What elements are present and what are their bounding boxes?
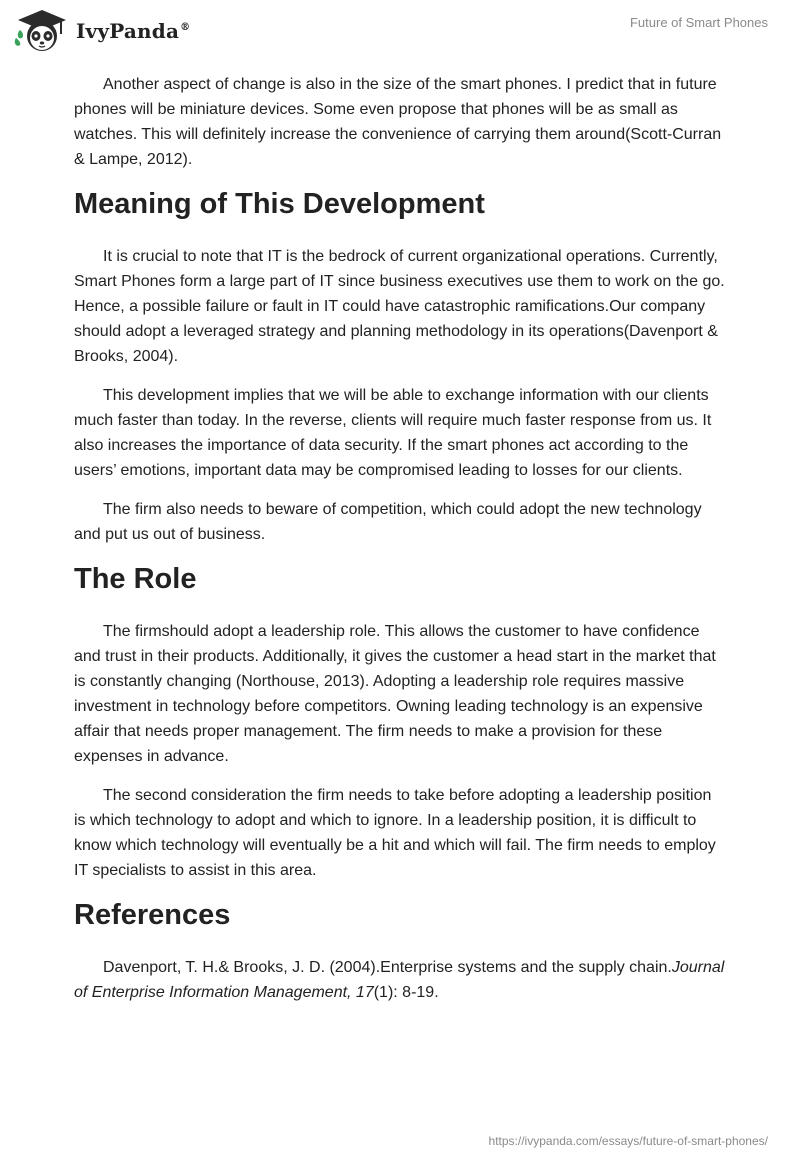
heading-meaning: Meaning of This Development — [74, 188, 485, 220]
reference-item — [74, 955, 726, 1005]
logo-text: IvyPanda® — [76, 19, 191, 43]
reference-authors: Davenport, T. H.& Brooks, J. D. (2004).Enterprise systems and the supply chain. — [103, 959, 672, 976]
document-title: Future of Smart Phones — [629, 15, 768, 30]
intro-paragraph: Another aspect of change is also in the size of the smart phones. I predict that in future phones will be miniature devices. Some even propose that phones will be as small as watches. This will definitely increase the convenience of carrying them around(Scott-Curran & Lampe, 2012). — [74, 76, 722, 168]
meaning-paragraph-1: It is crucial to note that IT is the bedrock of current organizational operations. Currently, Smart Phones form a large part of IT since business executives use them to work on the go. Hence, a possible failure or fault in IT could have catastrophic ramifications.Our company should adopt a leveraged strategy and planning methodology in its operations(Davenport & Brooks, 2004). — [74, 248, 725, 365]
essay-content — [74, 72, 726, 1019]
registered-mark: ® — [180, 22, 191, 34]
meaning-paragraph-3: The firm also needs to beware of competition, which could adopt the new technology and put us out of business. — [74, 501, 702, 543]
page-header — [0, 0, 800, 62]
panda-icon — [14, 8, 70, 54]
reference-tail: (1): 8-19. — [373, 984, 439, 1001]
source-url[interactable]: https://ivypanda.com/essays/future-of-smart-phones/ — [488, 1134, 768, 1148]
reference-journal: Journal of Enterprise Information Management, 17 — [74, 959, 725, 1001]
role-paragraph-1: The firmshould adopt a leadership role. This allows the customer to have confidence and trust in their products. Additionally, it gives the customer a head start in the market that is constantly changing (Northouse, 2013). Adopting a leadership role requires massive investment in technology before competitors. Owning leading technology is an expensive affair that needs proper management. The firm needs to make a provision for these expenses in advance. — [74, 623, 716, 765]
meaning-paragraph-2: This development implies that we will be able to exchange information with our clients much faster than today. In the reverse, clients will require much faster response from us. It also increases the importance of data security. If the smart phones act according to the users’ emotions, important data may be compromised leading to losses for our clients. — [74, 387, 712, 479]
heading-references: References — [74, 899, 231, 931]
role-paragraph-2: The second consideration the firm needs to take before adopting a leadership position is which technology to adopt and which to ignore. In a leadership position, it is difficult to know which technology will eventually be a hit and which will fail. The firm needs to employ IT specialists to assist in this area. — [74, 787, 716, 879]
heading-role: The Role — [74, 563, 197, 595]
ivypanda-logo[interactable] — [14, 8, 190, 54]
